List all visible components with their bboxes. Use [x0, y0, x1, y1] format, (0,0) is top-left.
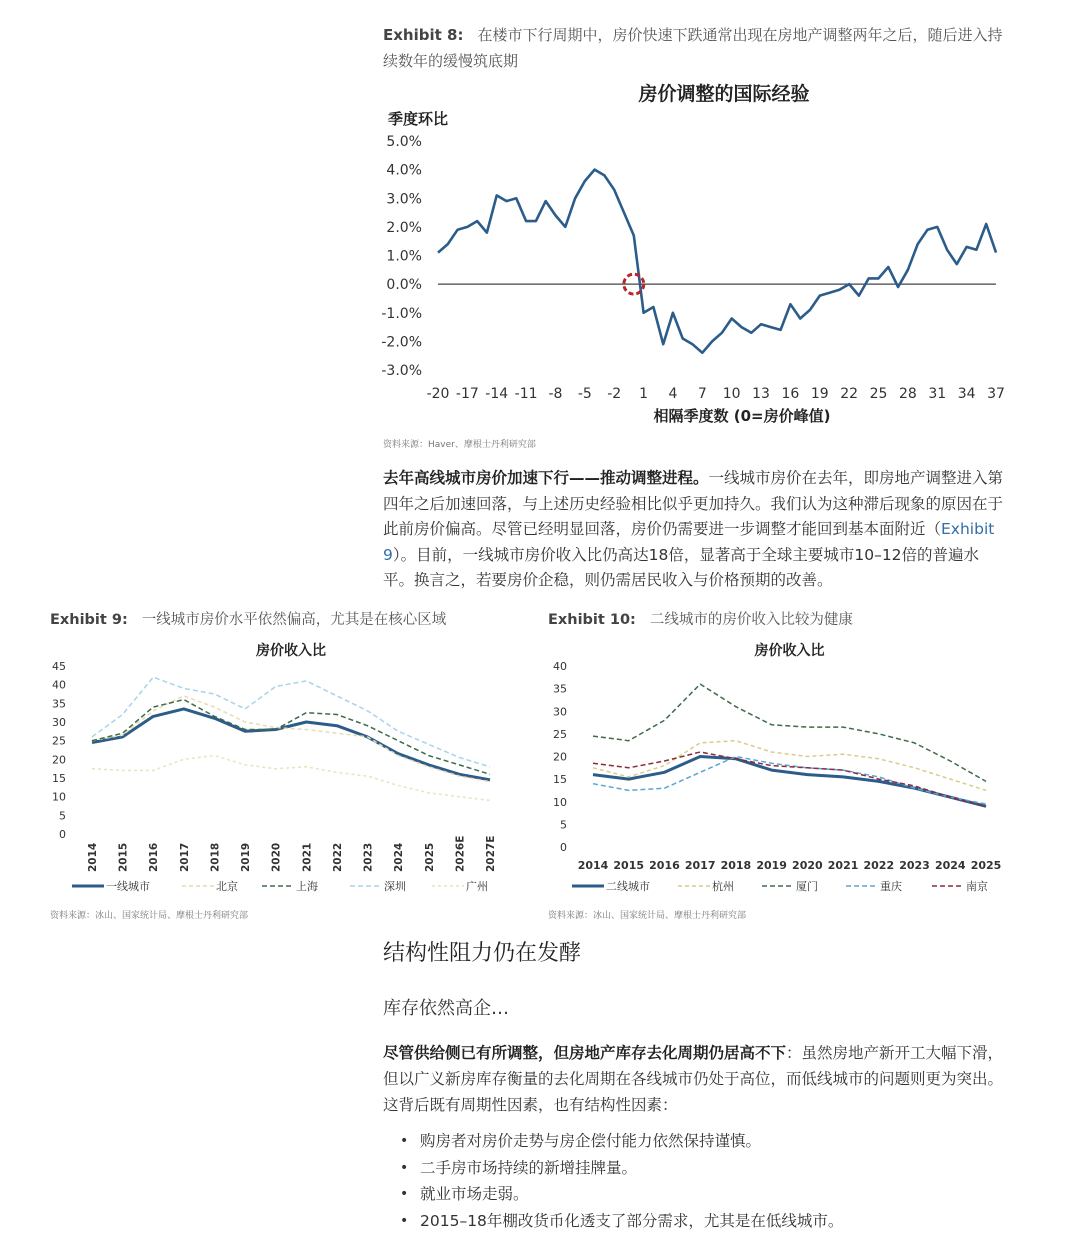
x-tick-label: -14: [485, 386, 509, 402]
exhibit10-label: Exhibit 10:: [548, 612, 636, 628]
y-tick-label: -3.0%: [381, 363, 422, 379]
list-item: • 二手房市场持续的新增挂牌量。: [400, 1155, 1020, 1182]
x-tick-label: 2026E: [454, 835, 467, 872]
y-tick-label: 5: [59, 809, 66, 823]
paragraph-housing-prices: [383, 466, 1008, 594]
x-tick-label: 2023: [899, 859, 930, 872]
exhibit8-source: 资料来源：Haver、摩根士丹利研究部: [383, 440, 536, 450]
x-tick-label: 2023: [362, 842, 375, 872]
y-axis-label: 季度环比: [388, 110, 449, 128]
x-tick-label: 2016: [148, 842, 161, 872]
y-tick-label: 20: [52, 753, 66, 767]
x-tick-label: 19: [810, 386, 829, 402]
list-item: • 购房者对房价走势与房企偿付能力依然保持谨慎。: [400, 1128, 1020, 1155]
x-tick-label: 1: [639, 386, 649, 402]
exhibit8-chart: [370, 72, 1020, 432]
exhibit9-label: Exhibit 9:: [50, 612, 128, 628]
x-tick-label: 2022: [331, 842, 344, 872]
x-tick-label: 2018: [720, 859, 752, 872]
x-tick-label: 2022: [863, 859, 895, 872]
x-tick-label: 16: [781, 386, 800, 402]
y-tick-label: 30: [553, 705, 567, 719]
exhibit8-header: [383, 22, 1013, 74]
legend-label: 二线城市: [606, 880, 650, 893]
exhibit10-source: 资料来源：冰山、国家统计局、摩根士丹利研究部: [548, 911, 747, 921]
y-tick-label: 3.0%: [386, 191, 422, 208]
y-tick-label: 2.0%: [386, 219, 422, 236]
x-tick-label: 31: [928, 386, 947, 402]
series-line: [92, 677, 490, 767]
paragraph1-lead: 去年高线城市房价加速下行——推动调整进程。: [383, 469, 709, 487]
legend-label: 重庆: [880, 880, 902, 893]
x-tick-label: 2016: [649, 859, 680, 872]
x-tick-label: 10: [722, 386, 741, 402]
y-tick-label: 30: [52, 716, 66, 729]
series-line: [92, 756, 490, 801]
list-item: • 就业市场走弱。: [400, 1181, 1020, 1208]
exhibit9-link[interactable]: Exhibit 9: [383, 520, 995, 564]
x-tick-label: 2020: [270, 842, 283, 872]
paragraph1-text-a: 一线城市房价在去年，即房地产调整进入第四年之后加速回落，与上述历史经验相比似乎更加持久。我们认为这种滞后现象的原因在于此前房价偏高。尽管已经明显回落，房价仍需要进一步调整才能回到基本面附近（: [383, 469, 1004, 538]
y-tick-label: 25: [52, 734, 66, 748]
series-line: [92, 700, 490, 775]
x-tick-label: -17: [455, 386, 479, 402]
x-tick-label: 25: [869, 386, 888, 402]
x-tick-label: 2019: [756, 859, 787, 872]
paragraph2-text: ：虽然房地产新开工大幅下滑，但以广义新房库存衡量的去化周期在各线城市仍处于高位，而低线城市的问题则更为突出。这背后既有周期性因素，也有结构性因素：: [383, 1044, 1004, 1114]
y-tick-label: 25: [553, 727, 567, 741]
x-tick-label: -20: [426, 386, 450, 402]
chart-title: 房价收入比: [754, 643, 825, 659]
series-line: [438, 170, 996, 353]
x-tick-label: 2018: [209, 842, 222, 872]
x-tick-label: -8: [548, 386, 563, 402]
y-tick-label: 5.0%: [386, 134, 422, 150]
x-tick-label: 2017: [178, 842, 191, 872]
y-tick-label: 35: [52, 697, 66, 711]
x-tick-label: 2019: [240, 842, 253, 872]
list-item: • 2015–18年棚改货币化透支了部分需求，尤其是在低线城市。: [400, 1208, 1020, 1235]
exhibit10-title: 二线城市的房价收入比较为健康: [649, 612, 853, 628]
series-line: [593, 752, 986, 806]
exhibit9-source: 资料来源：冰山、国家统计局、摩根士丹利研究部: [50, 911, 249, 921]
legend-label: 厦门: [796, 880, 818, 893]
chart-title: 房价收入比: [256, 643, 326, 659]
x-tick-label: 2025: [970, 859, 1002, 872]
x-tick-label: -11: [514, 386, 538, 402]
x-tick-label: 4: [668, 386, 678, 402]
chart-title: 房价调整的国际经验: [638, 83, 810, 105]
legend-label: 南京: [966, 880, 988, 893]
legend-label: 北京: [216, 880, 238, 893]
exhibit8-title: 在楼市下行周期中，房价快速下跌通常出现在房地产调整两年之后，随后进入持续数年的缓慢筑底期: [383, 26, 1003, 70]
y-tick-label: 20: [553, 750, 567, 764]
paragraph1-text-b: ）。目前，一线城市房价收入比仍高达18倍，显著高于全球主要城市10–12倍的普遍水平。换言之，若要房价企稳，则仍需居民收入与价格预期的改善。: [383, 545, 980, 589]
exhibit10-header: [548, 608, 853, 629]
y-tick-label: 5: [560, 818, 567, 832]
x-tick-label: 2025: [423, 842, 436, 872]
x-tick-label: -2: [607, 386, 622, 402]
legend-label: 深圳: [384, 880, 406, 893]
x-tick-label: 2024: [934, 859, 966, 872]
factor-list: [400, 1128, 1020, 1234]
series-line: [593, 684, 986, 781]
x-tick-label: 2015: [613, 859, 645, 872]
legend-label: 一线城市: [106, 880, 150, 893]
x-tick-label: 22: [840, 386, 859, 402]
y-tick-label: 15: [52, 772, 66, 785]
x-tick-label: 2021: [827, 859, 859, 872]
y-tick-label: 15: [553, 773, 567, 787]
y-tick-label: 35: [553, 682, 567, 696]
y-tick-label: 0.0%: [386, 277, 422, 294]
y-tick-label: 40: [52, 678, 66, 692]
exhibit9-chart: [40, 636, 510, 902]
x-tick-label: -5: [577, 386, 592, 402]
x-tick-label: 2014: [577, 859, 609, 872]
y-tick-label: 45: [52, 660, 66, 673]
exhibit10-chart: [540, 636, 1010, 902]
legend-label: 杭州: [712, 880, 734, 893]
legend-label: 广州: [466, 880, 488, 893]
paragraph2-lead: 尽管供给侧已有所调整，但房地产库存去化周期仍居高不下: [383, 1044, 787, 1062]
x-tick-label: 2024: [393, 842, 406, 872]
paragraph-inventory: [383, 1040, 1008, 1118]
y-tick-label: 40: [553, 660, 567, 673]
exhibit8-label: Exhibit 8:: [383, 26, 464, 44]
series-line: [92, 696, 490, 782]
legend-label: 上海: [296, 880, 318, 893]
x-axis-label: 相隔季度数 (0=房价峰值): [653, 407, 831, 425]
x-tick-label: 28: [898, 386, 917, 402]
x-tick-label: 7: [697, 386, 707, 402]
y-tick-label: 10: [52, 790, 66, 804]
y-tick-label: 4.0%: [386, 162, 422, 179]
x-tick-label: 2017: [684, 859, 716, 872]
x-tick-label: 37: [987, 386, 1005, 402]
y-tick-label: 1.0%: [386, 248, 422, 265]
section-heading: 结构性阻力仍在发酵: [383, 941, 582, 966]
section-subheading: 库存依然高企…: [383, 998, 509, 1019]
x-tick-label: 2027E: [485, 835, 497, 872]
exhibit9-header: [50, 608, 446, 629]
y-tick-label: 0: [560, 841, 567, 854]
y-tick-label: 0: [59, 828, 66, 841]
y-tick-label: -1.0%: [381, 305, 422, 322]
y-tick-label: -2.0%: [381, 334, 422, 351]
exhibit9-title: 一线城市房价水平依然偏高，尤其是在核心区域: [141, 612, 447, 628]
x-tick-label: 2014: [87, 842, 99, 872]
x-tick-label: 2015: [117, 842, 130, 872]
x-tick-label: 2021: [301, 842, 314, 872]
x-tick-label: 2020: [792, 859, 823, 872]
x-tick-label: 13: [752, 386, 770, 402]
y-tick-label: 10: [553, 795, 567, 809]
x-tick-label: 34: [957, 386, 976, 402]
